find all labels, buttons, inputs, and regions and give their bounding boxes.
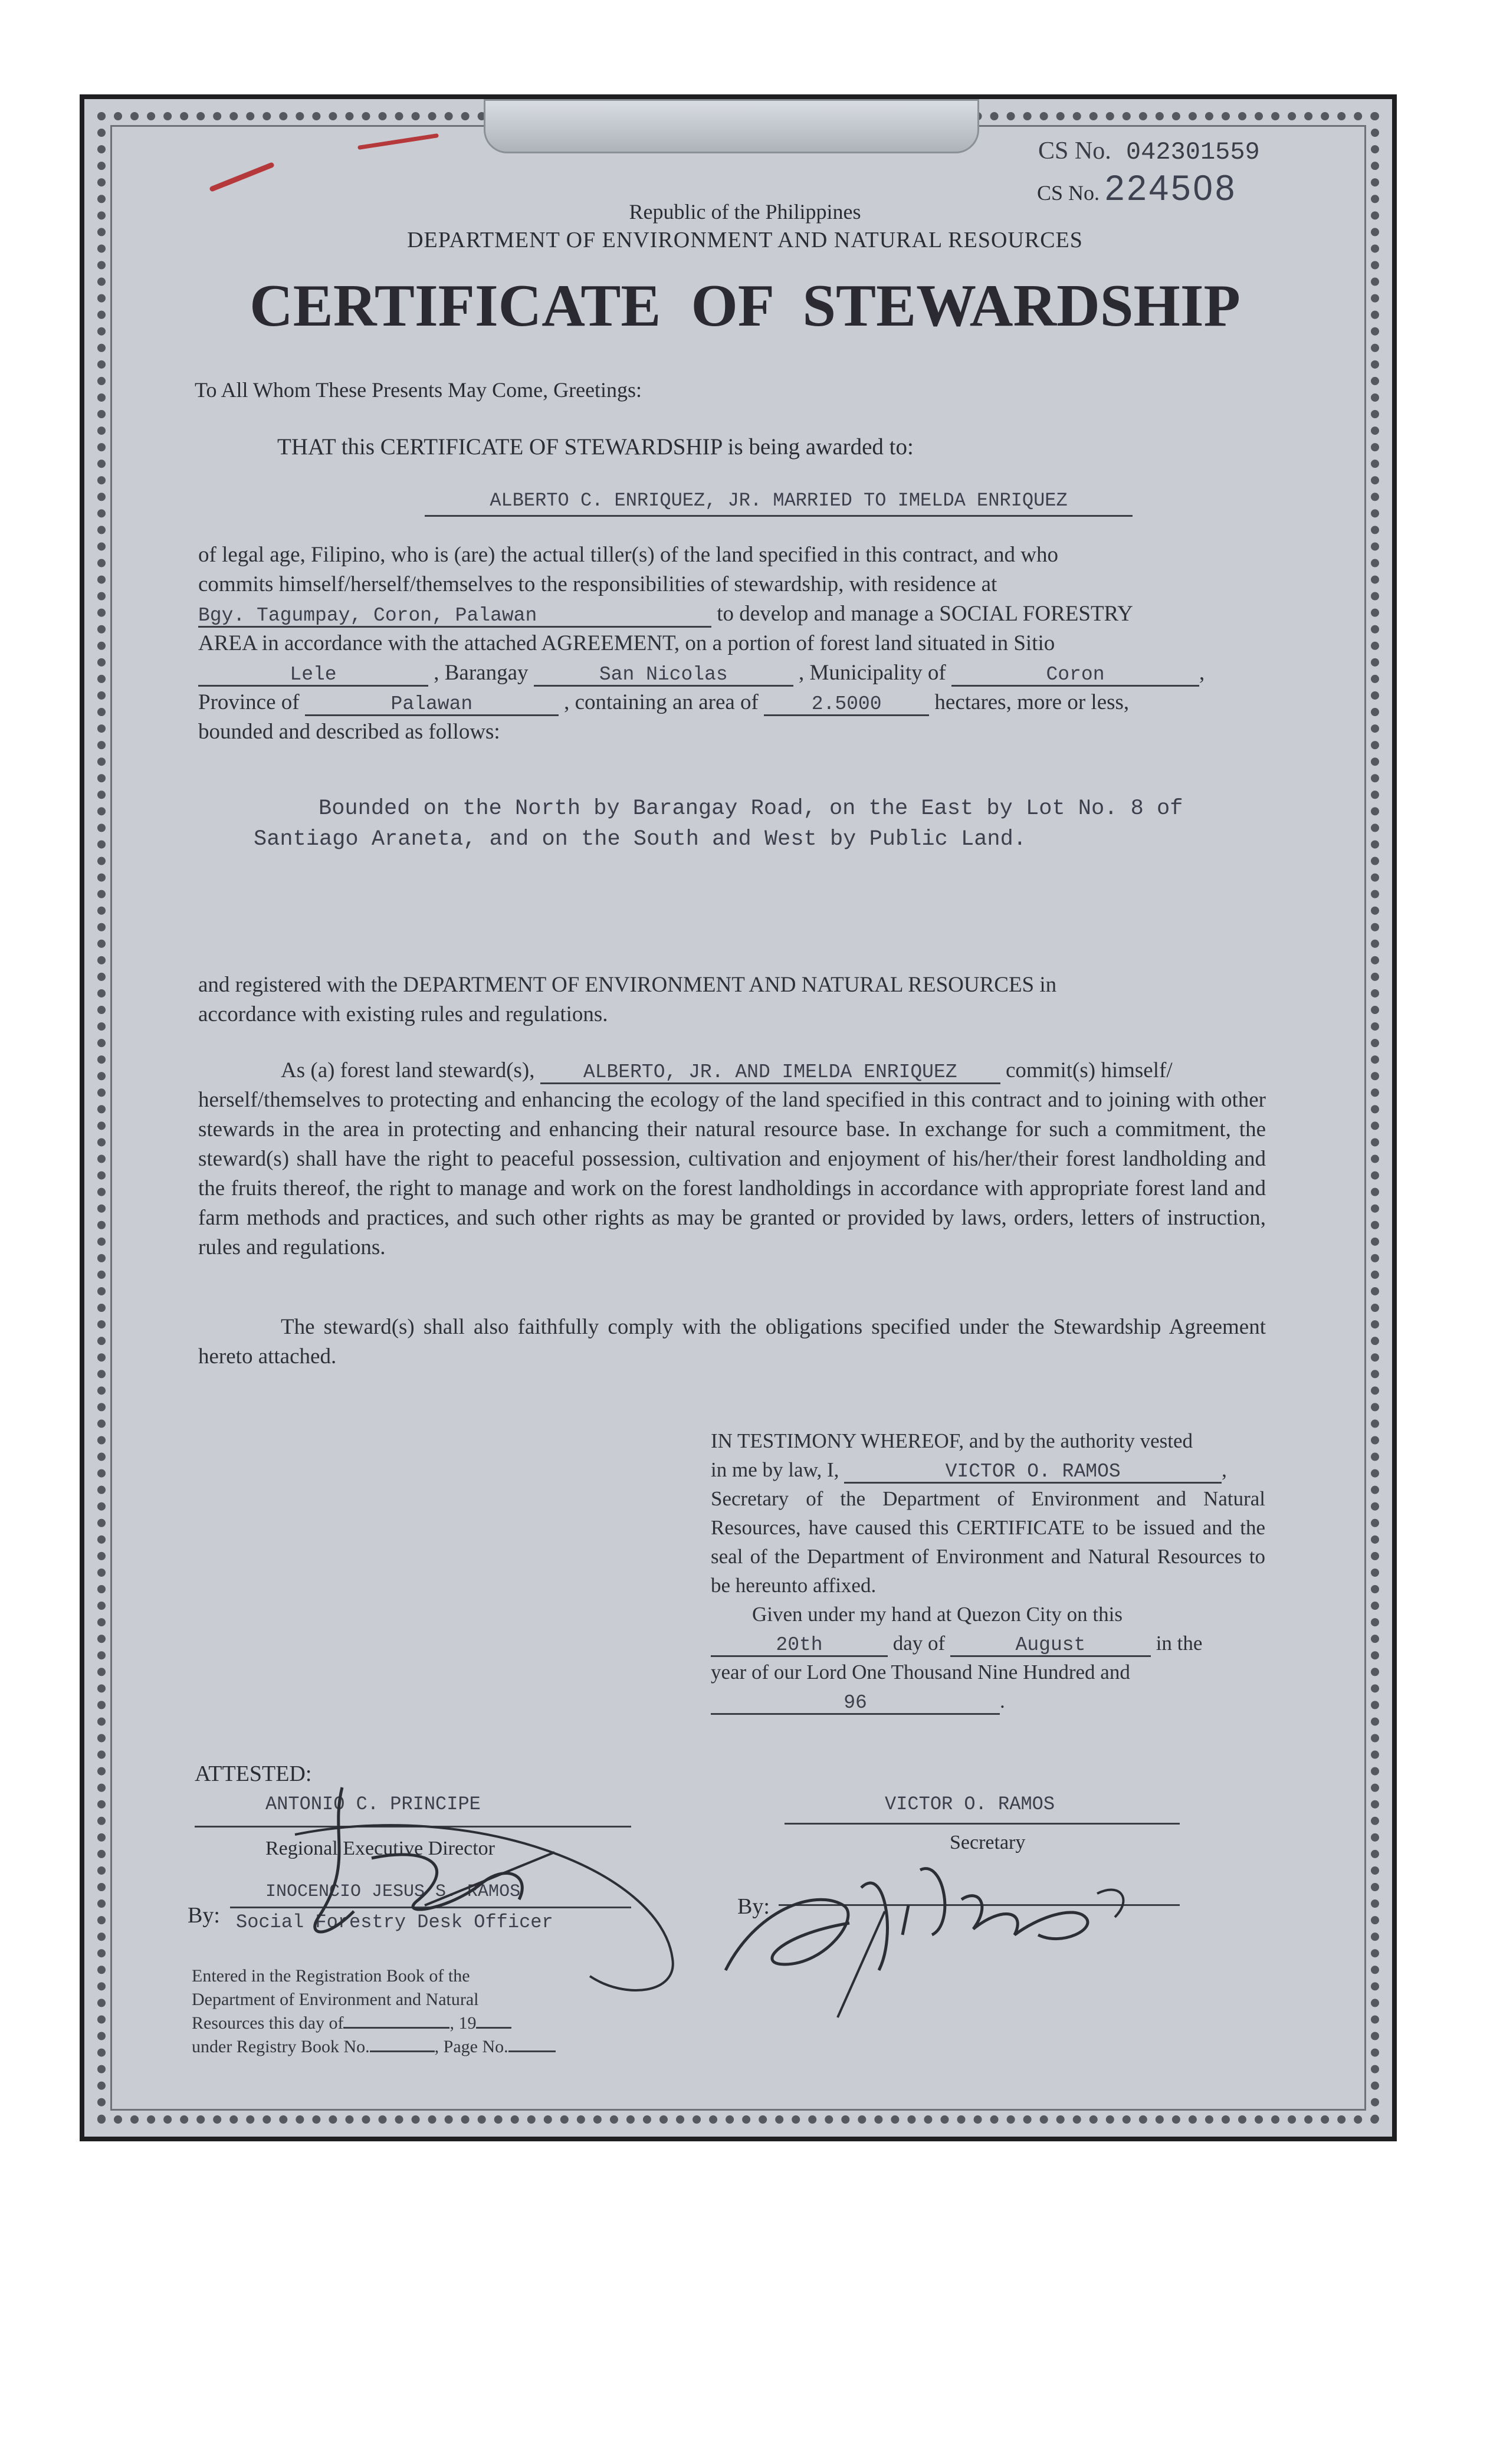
- sitio-field: Lele: [198, 665, 428, 687]
- secretary-by-label: By:: [737, 1894, 770, 1919]
- area-field: 2.5000: [764, 694, 929, 716]
- red-ink-marks: [201, 118, 472, 206]
- province-field: Palawan: [305, 694, 559, 716]
- certificate-title: CERTIFICATE OF STEWARDSHIP: [250, 273, 1240, 339]
- testimony-block: IN TESTIMONY WHEREOF, and by the authority vested in me by law, I, VICTOR O. RAMOS , Secretary of the Department of Environment and Natural Resources, have caused this CERTIFICATE to be issued and the seal of the Department of Environment and Natural Resources to be hereunto affixed. Given under my hand at Quezon City on this 20th day of August in the year of our Lord One Thousand Nine Hundred and 96 .: [711, 1429, 1265, 1714]
- registry-block: Entered in the Registration Book of the Department of Environment and Natural Resources this day of , 19 under Registry Book No. , Page No.: [192, 1964, 664, 2059]
- secretary-block-title: Secretary: [950, 1832, 1026, 1853]
- day-field: 20th: [711, 1635, 888, 1657]
- stewards-field: ALBERTO, JR. AND IMELDA ENRIQUEZ: [540, 1062, 1000, 1084]
- month-field: August: [950, 1635, 1151, 1657]
- year-field: 96: [711, 1693, 1000, 1715]
- paragraph-obligations: The steward(s) shall also faithfully comply with the obligations specified under the Stewardship Agreement hereto attached.: [198, 1315, 1266, 1369]
- boundary-description: Bounded on the North by Barangay Road, on the East by Lot No. 8 of Santiago Araneta, and on the South and West by Public Land.: [254, 796, 1183, 852]
- cs-stamp-number: CS No. 042301559: [1038, 137, 1260, 166]
- awarded-line: THAT this CERTIFICATE OF STEWARDSHIP is being awarded to:: [277, 434, 914, 460]
- paragraph-tiller: of legal age, Filipino, who is (are) the actual tiller(s) of the land specified in this contract, and who commits himself/herself/themselves to the responsibilities of stewardship, with residence at Bgy. Tagumpay, Coron, Palawan to develop and manage a SOCIAL FORESTRY AREA in accordance with the attached AGREEMENT, on a portion of forest land situated in Sitio Lele , Barangay San Nicolas , Municipality of Coron , Province of Palawan , containing an area of 2.5000 hectares, more or less, bounded and described as follows:: [198, 543, 1205, 744]
- secretary-block-name: VICTOR O. RAMOS: [885, 1793, 1055, 1815]
- republic-line: Republic of the Philippines: [629, 200, 861, 224]
- attested-by-label: By:: [188, 1903, 220, 1928]
- cs-number: CS No. 224508: [1037, 168, 1238, 208]
- municipality-field: Coron: [951, 665, 1199, 687]
- attested-by-name: INOCENCIO JESUS S. RAMOS: [265, 1882, 521, 1902]
- greeting: To All Whom These Presents May Come, Greetings:: [195, 378, 642, 402]
- attested-title: Regional Executive Director: [265, 1838, 495, 1859]
- residence-field: Bgy. Tagumpay, Coron, Palawan: [198, 606, 711, 628]
- attested-by-title: Social Forestry Desk Officer: [236, 1911, 553, 1933]
- awardee-name: ALBERTO C. ENRIQUEZ, JR. MARRIED TO IMELDA ENRIQUEZ: [425, 490, 1133, 517]
- attested-label: ATTESTED:: [195, 1761, 312, 1786]
- paragraph-steward-commitment: As (a) forest land steward(s), ALBERTO, JR. AND IMELDA ENRIQUEZ commit(s) himself/ herself/themselves to protecting and enhancing the ecology of the land specified in this contract and to joining with other stewards in the area in protecting and enhancing their natural resource base. In exchange for such a commitment, the steward(s) shall have the right to peaceful possession, cultivation and enjoyment of his/her/their forest landholding and the fruits thereof, the right to manage and work on the forest landholdings in accordance with appropriate forest land and farm methods and practices, and such other rights as may be granted or provided by laws, orders, letters of instruction, rules and regulations.: [198, 1058, 1266, 1259]
- department-line: DEPARTMENT OF ENVIRONMENT AND NATURAL RESOURCES: [407, 228, 1083, 252]
- paragraph-registered: and registered with the DEPARTMENT OF ENVIRONMENT AND NATURAL RESOURCES in accordance with existing rules and regulations.: [198, 973, 1057, 1026]
- secretary-name-field: VICTOR O. RAMOS: [844, 1462, 1222, 1484]
- attested-name: ANTONIO C. PRINCIPE: [265, 1793, 481, 1815]
- barangay-field: San Nicolas: [534, 665, 793, 687]
- clipboard-clip: [484, 99, 979, 153]
- secretary-handwritten-signature: [708, 1817, 1239, 2029]
